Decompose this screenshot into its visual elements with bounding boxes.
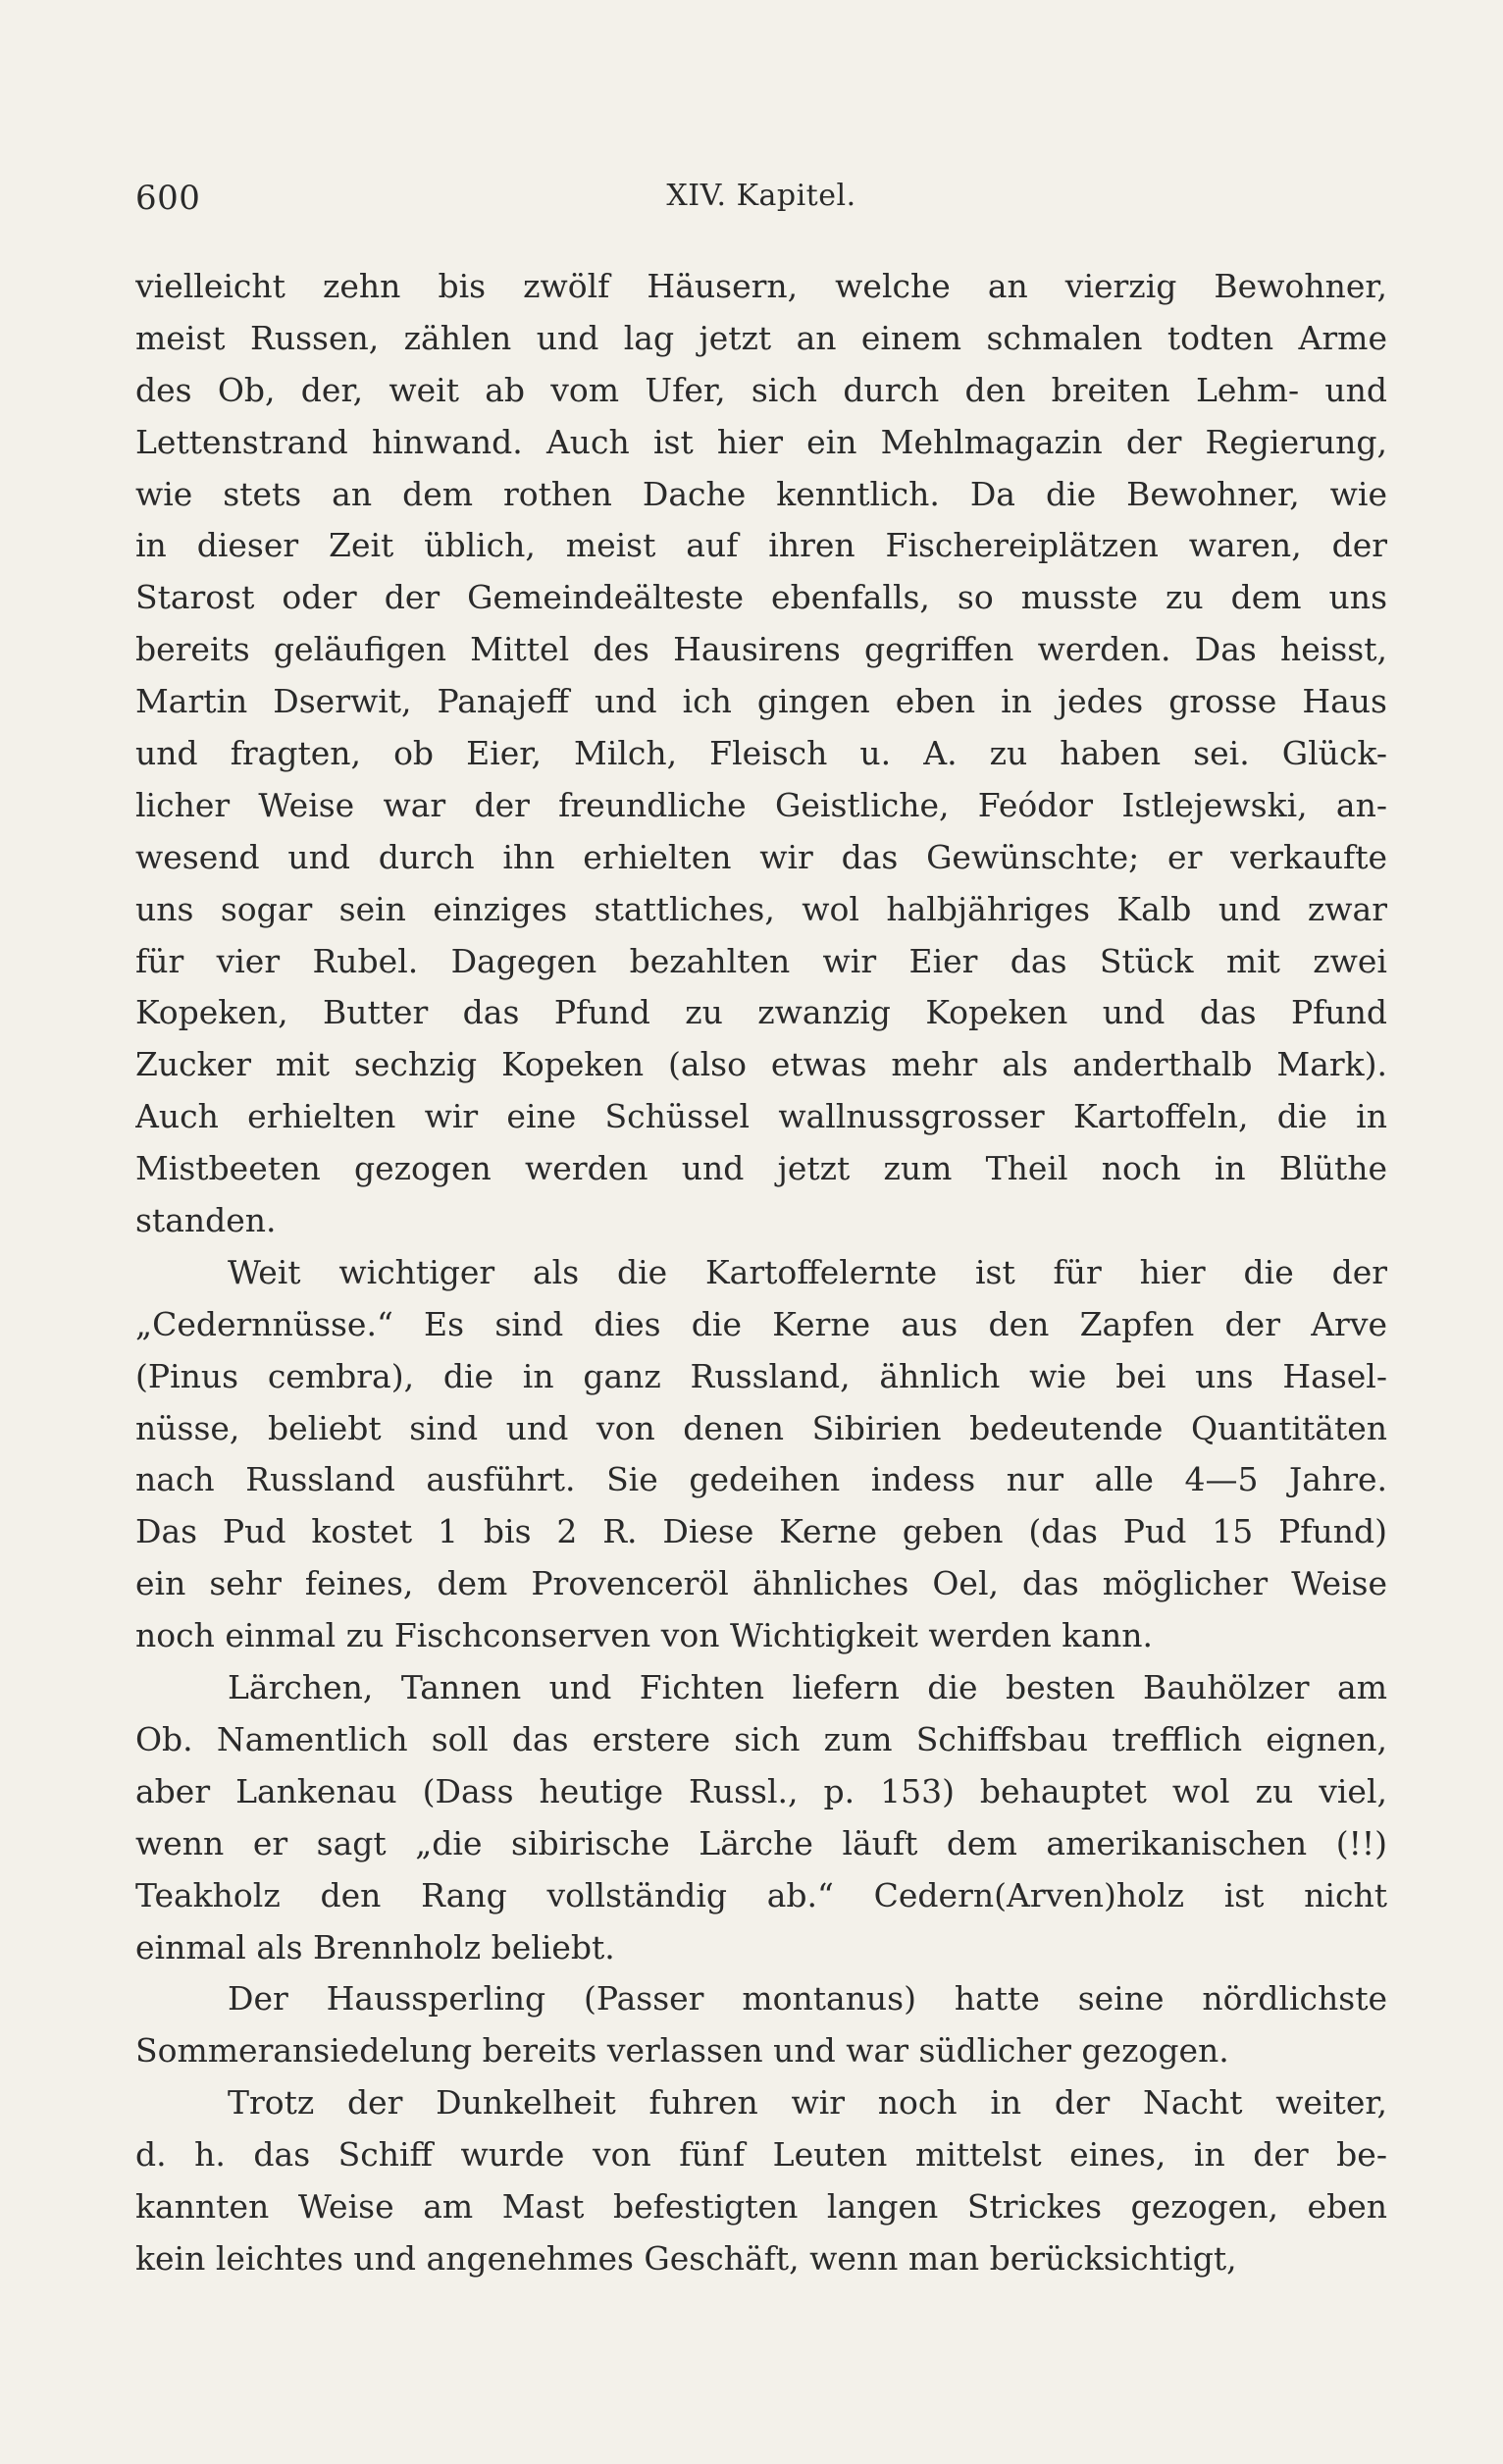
text-line: Kopeken, Butter das Pfund zu zwanzig Kopeken und das Pfund xyxy=(135,993,1387,1032)
text-line: Das Pud kostet 1 bis 2 R. Diese Kerne geben (das Pud 15 Pfund) xyxy=(135,1512,1387,1551)
text-line: Der Haussperling (Passer montanus) hatte seine nördlichste xyxy=(228,1979,1387,2018)
text-line: wenn er sagt „die sibirische Lärche läuft dem amerikanischen (!!) xyxy=(135,1823,1387,1862)
text-line: wesend und durch ihn erhielten wir das Gewünschte; er verkaufte xyxy=(135,837,1387,876)
paragraph xyxy=(135,261,1387,1247)
text-line: noch einmal zu Fischconserven von Wichtigkeit werden kann. xyxy=(135,1616,1153,1655)
text-line: in dieser Zeit üblich, meist auf ihren Fischereiplätzen waren, der xyxy=(135,526,1387,565)
text-line: wie stets an dem rothen Dache kenntlich. Da die Bewohner, wie xyxy=(135,474,1387,513)
text-line: Zucker mit sechzig Kopeken (also etwas mehr als anderthalb Mark). xyxy=(135,1045,1387,1084)
text-line: meist Russen, zählen und lag jetzt an einem schmalen todten Arme xyxy=(135,318,1387,357)
paragraph xyxy=(135,1973,1387,2077)
text-line: vielleicht zehn bis zwölf Häusern, welche an vierzig Bewohner, xyxy=(135,267,1387,305)
text-line: Sommeransiedelung bereits verlassen und war südlicher gezogen. xyxy=(135,2031,1229,2071)
text-line: des Ob, der, weit ab vom Ufer, sich durch den breiten Lehm- und xyxy=(135,370,1387,409)
paragraph xyxy=(135,1662,1387,1973)
text-line: licher Weise war der freundliche Geistliche, Feódor Istlejewski, an- xyxy=(135,785,1387,824)
text-line: aber Lankenau (Dass heutige Russl., p. 153) behauptet wol zu viel, xyxy=(135,1771,1387,1810)
text-line: d. h. das Schiff wurde von fünf Leuten mittelst eines, in der be- xyxy=(135,2135,1387,2175)
page-header xyxy=(135,179,1387,226)
paragraph xyxy=(135,2077,1387,2285)
text-line: standen. xyxy=(135,1201,277,1240)
text-line: Ob. Namentlich soll das erstere sich zum Schiffsbau trefflich eignen, xyxy=(135,1719,1387,1758)
text-line: Lettenstrand hinwand. Auch ist hier ein Mehlmagazin der Regierung, xyxy=(135,422,1387,461)
text-line: kein leichtes und angenehmes Geschäft, wenn man berücksichtigt, xyxy=(135,2238,1237,2278)
text-line: nach Russland ausführt. Sie gedeihen indess nur alle 4—5 Jahre. xyxy=(135,1460,1387,1499)
text-line: Martin Dserwit, Panajeff und ich gingen eben in jedes grosse Haus xyxy=(135,682,1387,721)
text-line: und fragten, ob Eier, Milch, Fleisch u. A. zu haben sei. Glück- xyxy=(135,734,1387,773)
text-line: bereits geläufigen Mittel des Hausirens gegriffen werden. Das heisst, xyxy=(135,630,1387,669)
text-line: für vier Rubel. Dagegen bezahlten wir Eier das Stück mit zwei xyxy=(135,941,1387,980)
text-line: Starost oder der Gemeindeälteste ebenfalls, so musste zu dem uns xyxy=(135,578,1387,617)
page-number: 600 xyxy=(135,179,201,218)
text-line: einmal als Brennholz beliebt. xyxy=(135,1927,615,1966)
text-line: Trotz der Dunkelheit fuhren wir noch in der Nacht weiter, xyxy=(228,2083,1387,2123)
text-line: (Pinus cembra), die in ganz Russland, ähnlich wie bei uns Hasel- xyxy=(135,1356,1387,1395)
text-line: „Cedernnüsse.“ Es sind dies die Kerne aus den Zapfen der Arve xyxy=(135,1304,1387,1343)
text-line: kannten Weise am Mast befestigten langen Strickes gezogen, eben xyxy=(135,2186,1387,2226)
text-line: Lärchen, Tannen und Fichten liefern die besten Bauhölzer am xyxy=(228,1668,1387,1707)
text-line: uns sogar sein einziges stattliches, wol halbjähriges Kalb und zwar xyxy=(135,889,1387,928)
paragraph xyxy=(135,1247,1387,1662)
text-line: Mistbeeten gezogen werden und jetzt zum Theil noch in Blüthe xyxy=(135,1149,1387,1188)
text-line: Auch erhielten wir eine Schüssel wallnussgrosser Kartoffeln, die in xyxy=(135,1097,1387,1136)
text-line: Teakholz den Rang vollständig ab.“ Cedern(Arven)holz ist nicht xyxy=(135,1875,1387,1914)
text-line: nüsse, beliebt sind und von denen Sibirien bedeutende Quantitäten xyxy=(135,1408,1387,1447)
body-text xyxy=(135,261,1387,2285)
running-head: XIV. Kapitel. xyxy=(666,179,856,213)
text-line: Weit wichtiger als die Kartoffelernte ist für hier die der xyxy=(228,1252,1387,1291)
text-line: ein sehr feines, dem Provenceröl ähnliches Oel, das möglicher Weise xyxy=(135,1564,1387,1603)
